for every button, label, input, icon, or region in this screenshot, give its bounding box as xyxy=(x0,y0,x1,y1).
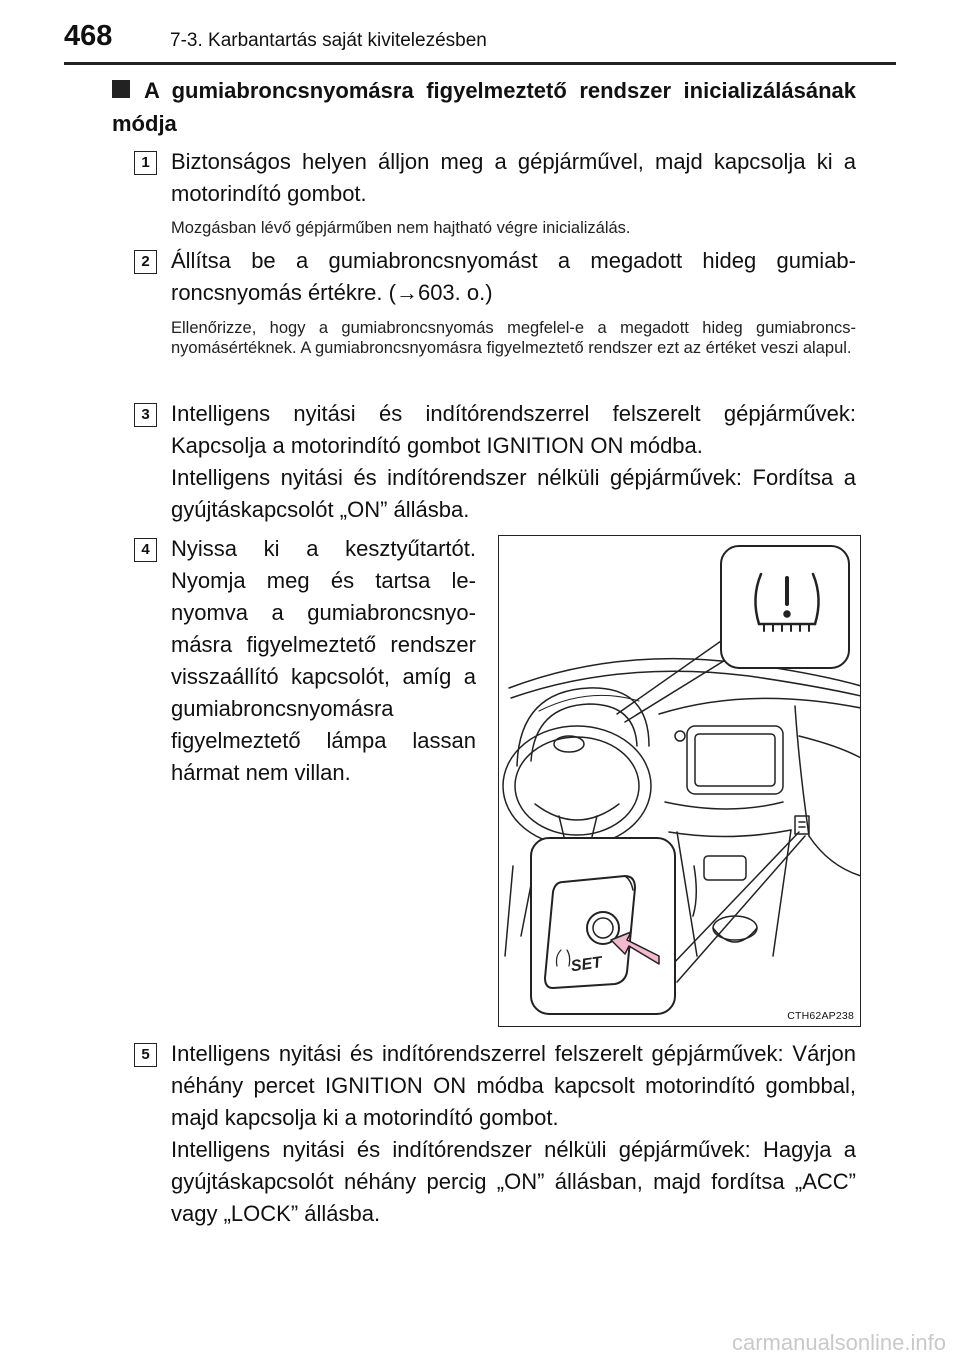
section-title: A gumiabroncsnyomásra figyelmeztető rendszer inicializálásának módja xyxy=(112,78,856,136)
step-number-2: 2 xyxy=(134,250,157,274)
step-5-text-a: Intelligens nyitási és indítórendszerrel felszerelt gépjárművek: Várjon néhány percet IGNITION ON módba kapcsolt motorindító gombbal, majd kapcsolja ki a motorindító gombot. xyxy=(171,1041,856,1130)
reset-switch xyxy=(545,876,635,988)
step-number-3: 3 xyxy=(134,403,157,427)
step-2-text: Állítsa be a gumiabroncsnyomást a megadott hideg gumiabroncsnyomás értékre. (→603. o.) xyxy=(171,248,856,305)
step-3-text-b: Intelligens nyitási és indítórendszer nélküli gépjárművek: Fordítsa a gyújtáskapcsolót „ON” állásba. xyxy=(171,465,856,522)
figure-code: CTH62AP238 xyxy=(787,1010,854,1022)
step-3-block xyxy=(171,398,856,526)
step-number-1: 1 xyxy=(134,151,157,175)
svg-text:SET: SET xyxy=(569,954,604,976)
step-number-5: 5 xyxy=(134,1043,157,1067)
heading-square-icon xyxy=(112,80,130,98)
running-title: 7-3. Karbantartás saját kivitelezésben xyxy=(170,30,487,51)
page-number: 468 xyxy=(64,20,113,52)
step-5-block xyxy=(171,1038,856,1230)
step-5-text-b: Intelligens nyitási és indítórendszer nélküli gépjárművek: Hagyja a gyújtáskapcsolót néhány percig „ON” állásban, majd fordítsa „ACC” vagy „LOCK” állásba. xyxy=(171,1137,856,1226)
step-3-text-a: Intelligens nyitási és indítórendszerrel felszerelt gépjárművek: Kapcsolja a motorindító gombot IGNITION ON módba. xyxy=(171,401,856,458)
step-1-note: Mozgásban lévő gépjárműben nem hajtható végre inicializálás. xyxy=(171,219,631,237)
section-heading xyxy=(112,74,856,140)
step-2-note: Ellenőrizze, hogy a gumiabroncsnyomás megfelel-e a megadott hideg gumiabroncs-nyomásértéknek. A gumiabroncsnyomásra figyelmeztető rendszer ezt az értéket veszi alapul. xyxy=(171,319,856,357)
step-number-4: 4 xyxy=(134,538,157,562)
step-4-text: Nyissa ki a kesztyűtartót. Nyomja meg és tartsa lenyomva a gumiabroncsnyomásra figyelmeztető rendszer visszaállító kapcsolót, amíg a gumiabroncsnyomásra figyelmeztető lámpa lassan hármat nem villan. xyxy=(171,536,476,785)
footer-watermark: carmanualsonline.info xyxy=(731,1330,946,1355)
dashboard-illustration xyxy=(498,535,861,1027)
step-1-text: Biztonságos helyen álljon meg a gépjárművel, majd kapcsolja ki a motorindító gombot. xyxy=(171,149,856,206)
header-rule xyxy=(64,62,896,65)
